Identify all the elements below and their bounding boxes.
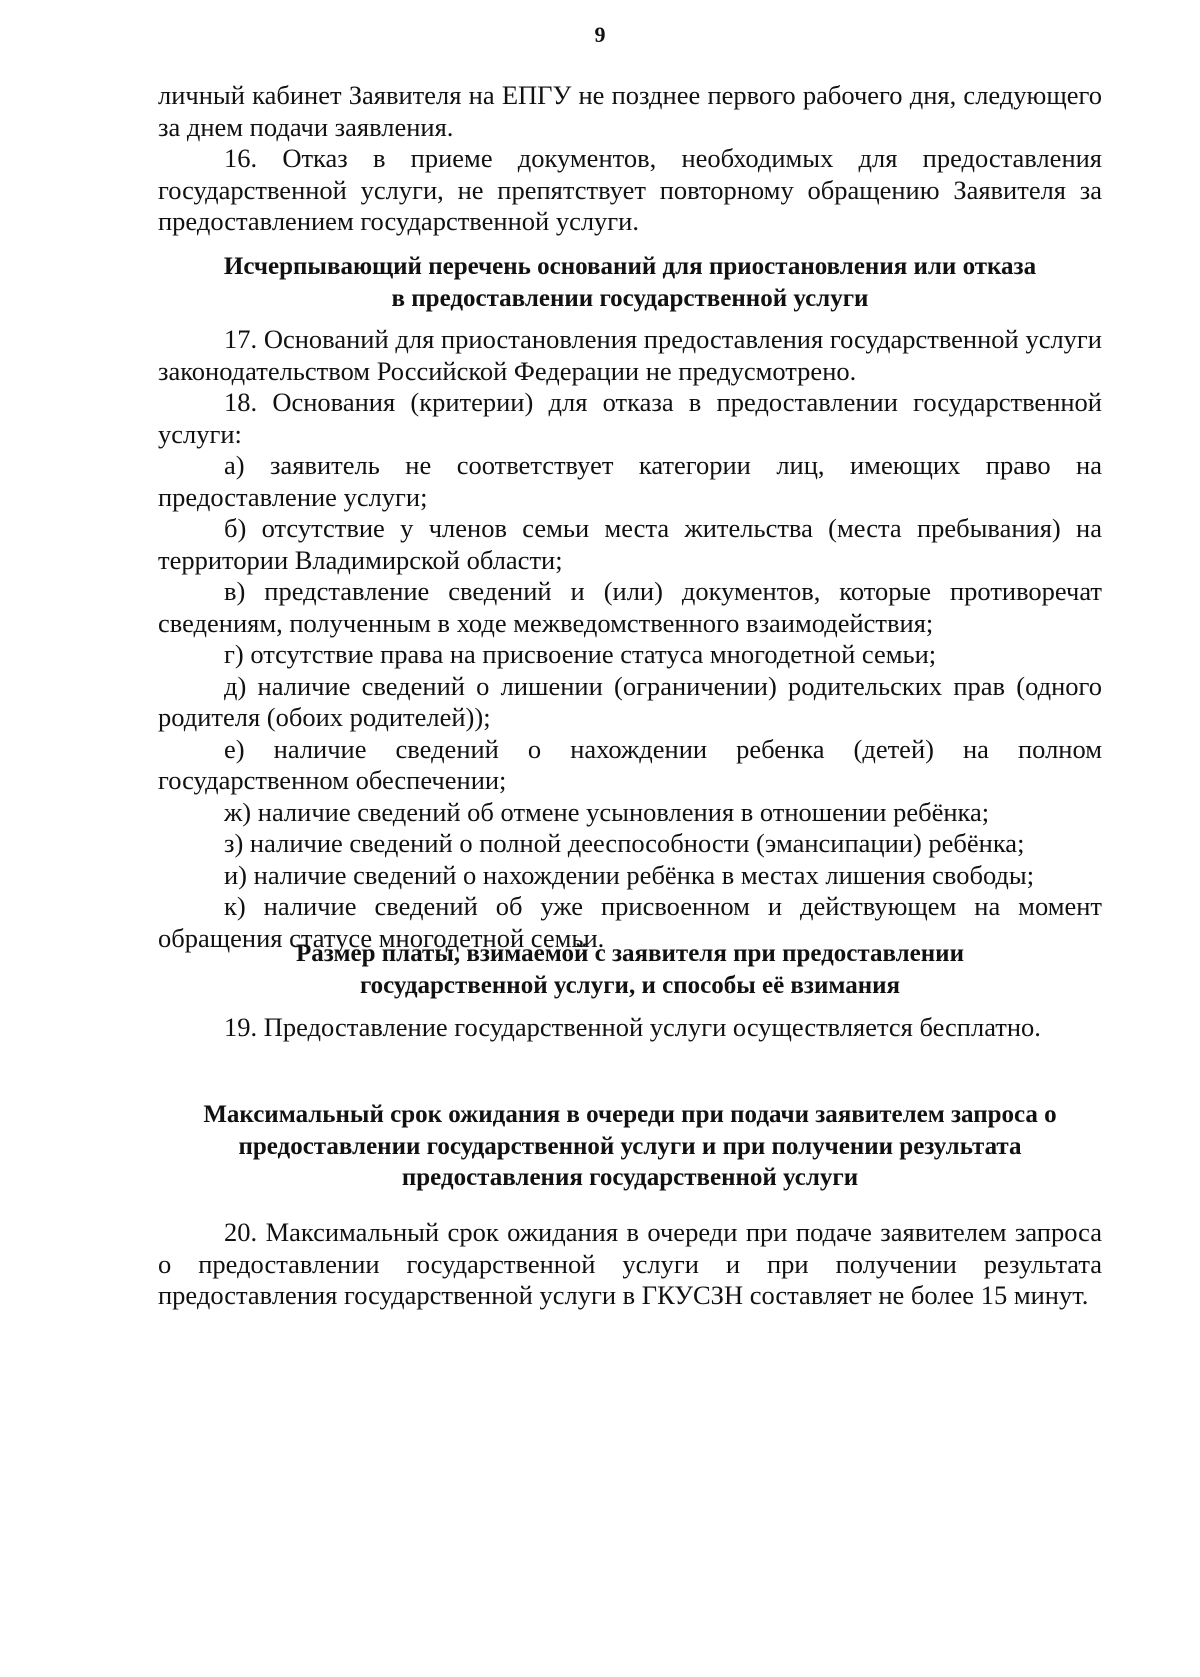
paragraph-continuation: личный кабинет Заявителя на ЕПГУ не позднее первого рабочего дня, следующего за днем подачи заявления. [158,80,1102,142]
section-heading-fee [158,938,1102,1001]
text-block-3 [158,1012,1102,1044]
paragraph-19: 19. Предоставление государственной услуги осуществляется бесплатно. [224,1012,1041,1042]
heading-line: предоставления государственной услуги [401,1164,859,1191]
text-block-4 [158,1217,1102,1312]
heading-line: Максимальный срок ожидания в очереди при подачи заявителем запроса о [203,1101,1057,1128]
list-item-k: к) наличие сведений об уже присвоенном и действующем на момент обращения статусе многодетной семьи. [158,891,1102,953]
text-block-2 [158,324,1102,954]
list-item-g: г) отсутствие права на присвоение статуса многодетной семьи; [224,639,937,669]
paragraph-17: 17. Оснований для приостановления предоставления государственной услуги законодательством Российской Федерации не предусмотрено. [158,324,1102,386]
heading-line: государственной услуги, и способы её взимания [359,971,901,999]
paragraph-20: 20. Максимальный срок ожидания в очереди при подаче заявителем запроса о предоставлении государственной услуги и при получении результата предоставления государственной услуги в ГКУСЗН составляет не более 15 минут. [158,1217,1102,1310]
list-item-d: д) наличие сведений о лишении (ограничении) родительских прав (одного родителя (обоих родителей)); [158,670,1102,732]
text-block-1 [158,80,1102,238]
heading-line: в предоставлении государственной услуги [391,284,869,312]
list-item-zh: ж) наличие сведений об отмене усыновления в отношении ребёнка; [224,796,990,827]
list-item-v: в) представление сведений и (или) документов, которые противоречат сведениям, полученным в ходе межведомственного взаимодействия; [158,576,1102,638]
list-item-e: е) наличие сведений о нахождении ребенка (детей) на полном государственном обеспечении; [158,733,1102,795]
list-item-a: а) заявитель не соответствует категории лиц, имеющих право на предоставление услуги; [158,450,1102,512]
list-item-i: и) наличие сведений о нахождении ребёнка в местах лишения свободы; [224,859,1035,890]
paragraph-16: 16. Отказ в приеме документов, необходимых для предоставления государственной услуги, не препятствует повторному обращению Заявителя за предоставлением государственной услуги. [158,143,1102,236]
heading-line: предоставлении государственной услуги и при получении результата [238,1132,1022,1160]
section-heading-waiting-time [158,1099,1102,1194]
section-heading-grounds [158,251,1102,314]
list-item-z: з) наличие сведений о полной дееспособности (эмансипации) ребёнка; [224,828,1025,858]
heading-line: Исчерпывающий перечень оснований для приостановления или отказа [223,253,1037,280]
list-item-b: б) отсутствие у членов семьи места жительства (места пребывания) на территории Владимирской области; [158,513,1102,575]
paragraph-18: 18. Основания (критерии) для отказа в предоставлении государственной услуги: [158,387,1102,449]
page-number: 9 [594,22,606,47]
heading-line: Размер платы, взимаемой с заявителя при предоставлении [296,940,964,967]
